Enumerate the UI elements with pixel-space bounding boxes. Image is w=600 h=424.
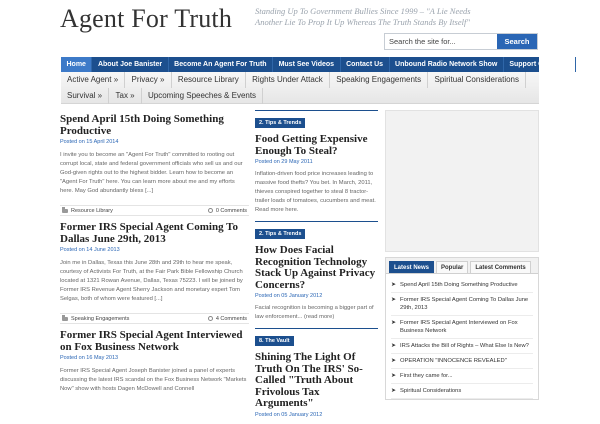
list-item[interactable]: [391, 278, 533, 293]
middle-column: [255, 110, 378, 424]
post-date: Posted on 15 April 2014: [60, 139, 119, 145]
site-tagline: Standing Up To Government Bullies Since 1999 – "A Lie Needs Another Lie To Prop It Up Whereas The Truth Stands By Itself": [255, 6, 471, 27]
post-category[interactable]: Speaking Engagements: [71, 315, 130, 322]
featured-date: Posted on 29 May 2011: [255, 159, 313, 165]
featured-title[interactable]: Food Getting Expensive Enough To Steal?: [255, 133, 368, 157]
featured-excerpt: Facial recognition is becoming a bigger part of law enforcement... (read more): [255, 305, 374, 320]
cat-resource-library[interactable]: Resource Library: [172, 72, 246, 88]
cat-survival[interactable]: Survival »: [61, 88, 109, 104]
tab-popular[interactable]: Popular: [436, 261, 468, 273]
post-title[interactable]: Former IRS Special Agent Interviewed on Fox Business Network: [60, 329, 243, 353]
list-item[interactable]: [391, 369, 533, 384]
featured-title[interactable]: How Does Facial Recognition Technology Stack Up Against Privacy Concerns?: [255, 244, 376, 291]
folder-icon: [62, 209, 68, 213]
post: [60, 222, 249, 324]
post-comments[interactable]: 0 Comments: [215, 207, 247, 214]
post: [60, 330, 249, 394]
nav-home[interactable]: Home: [61, 57, 92, 72]
main-column: [60, 110, 249, 400]
tab-latest-news[interactable]: Latest News: [389, 261, 434, 273]
post-comments[interactable]: 4 Comments: [215, 315, 247, 322]
nav-become-agent[interactable]: Become An Agent For Truth: [169, 57, 273, 72]
nav-contact[interactable]: Contact Us: [341, 57, 390, 72]
featured-post: [255, 110, 378, 215]
news-link[interactable]: Former IRS Special Agent Coming To Dallas June 29th, 2013: [400, 297, 529, 311]
post-title[interactable]: Spend April 15th Doing Something Productive: [60, 113, 224, 137]
post-category[interactable]: Resource Library: [71, 207, 113, 214]
post-date: Posted on 14 June 2013: [60, 247, 120, 253]
post-title[interactable]: Former IRS Special Agent Coming To Dallas June 29th, 2013: [60, 221, 238, 245]
cat-tax[interactable]: Tax »: [109, 88, 142, 104]
arrow-bullet-icon: ➤: [391, 282, 397, 288]
tabbed-widget: [385, 257, 539, 400]
nav-videos[interactable]: Must See Videos: [273, 57, 341, 72]
news-link[interactable]: First they came for...: [400, 373, 453, 379]
list-item[interactable]: [391, 316, 533, 339]
post-meta: [60, 313, 249, 324]
arrow-bullet-icon: ➤: [391, 388, 397, 394]
arrow-bullet-icon: ➤: [391, 343, 397, 349]
featured-date: Posted on 05 January 2012: [255, 411, 323, 418]
category-nav: [61, 72, 539, 104]
list-item[interactable]: [391, 293, 533, 316]
tab-latest-comments[interactable]: Latest Comments: [470, 261, 530, 273]
folder-icon: [62, 317, 68, 321]
cat-rights[interactable]: Rights Under Attack: [246, 72, 330, 88]
comment-icon: [208, 316, 213, 321]
cat-privacy[interactable]: Privacy »: [125, 72, 171, 88]
ad-placeholder: [385, 110, 539, 252]
news-link[interactable]: Spend April 15th Doing Something Productive: [400, 282, 518, 288]
post-excerpt: Former IRS Special Agent Joseph Banister joined a panel of experts discussing the latest IRS scandal on the Fox Business Network "Markets Now" show with hosts Dagen McDowell and Connell: [60, 368, 247, 392]
post: [60, 114, 249, 216]
news-link[interactable]: Former IRS Special Agent Interviewed on Fox Business Network: [400, 320, 518, 334]
list-item[interactable]: [391, 384, 533, 399]
post-date: Posted on 16 May 2013: [60, 355, 119, 361]
widget-tabs: [386, 258, 538, 274]
featured-post: [255, 221, 378, 322]
arrow-bullet-icon: ➤: [391, 358, 397, 364]
post-excerpt: I invite you to become an "Agent For Truth" committed to rooting out corrupt local, state and federal government officials who sell us and our God-given rights out to the highest bidder. Learn how to become an "Agent For Truth" here. You can learn more about me and my efforts here. May God abundantly bless [...]: [60, 152, 243, 194]
latest-news-list: [386, 274, 538, 399]
search-button[interactable]: Search: [497, 34, 537, 49]
comment-icon: [208, 208, 213, 213]
cat-active-agent[interactable]: Active Agent »: [61, 72, 125, 88]
nav-radio-show[interactable]: Unbound Radio Network Show: [390, 57, 504, 72]
category-label[interactable]: 8. The Vault: [255, 336, 294, 346]
category-label[interactable]: 2. Tips & Trends: [255, 118, 305, 128]
category-label[interactable]: 2. Tips & Trends: [255, 229, 305, 239]
featured-title[interactable]: Shining The Light Of Truth On The IRS' So-Called "Truth About Frivolous Tax Arguments": [255, 351, 363, 409]
post-meta: [60, 205, 249, 216]
list-item[interactable]: [391, 339, 533, 354]
list-item[interactable]: [391, 354, 533, 369]
featured-post: [255, 328, 378, 418]
news-link[interactable]: OPERATION "INNOCENCE REVEALED": [400, 358, 507, 364]
post-excerpt: Join me in Dallas, Texas this June 28th and 29th to hear me speak, courtesy of Activists For Truth, at the Fair Park Bible Fellowship Church located at 1321 Rowan Avenue, Dallas, Texas 75223. I will be joined by Former IRS Revenue Agent Sherry Jackson and monetary expert Tom Selgas, both of whom were featured [...]: [60, 260, 243, 302]
cat-spiritual[interactable]: Spiritual Considerations: [428, 72, 526, 88]
site-title[interactable]: Agent For Truth: [60, 4, 233, 33]
cat-speaking[interactable]: Speaking Engagements: [330, 72, 428, 88]
featured-date: Posted on 05 January 2012: [255, 293, 323, 299]
arrow-bullet-icon: ➤: [391, 373, 397, 379]
nav-support[interactable]: Support Our Work: [504, 57, 577, 72]
cat-upcoming[interactable]: Upcoming Speeches & Events: [142, 88, 263, 104]
nav-about[interactable]: About Joe Banister: [92, 57, 168, 72]
news-link[interactable]: IRS Attacks the Bill of Rights – What Else Is New?: [400, 343, 529, 349]
featured-excerpt: Inflation-driven food price increases leading to massive food thefts? You bet. In March, 2011, thieves conspired together to steal 8 tractor-trailer loads of tomatoes, cucumbers and meat. Read more here.: [255, 171, 376, 213]
arrow-bullet-icon: ➤: [391, 320, 397, 326]
arrow-bullet-icon: ➤: [391, 297, 397, 303]
primary-nav: [61, 57, 570, 72]
news-link[interactable]: Spiritual Considerations: [400, 388, 462, 394]
